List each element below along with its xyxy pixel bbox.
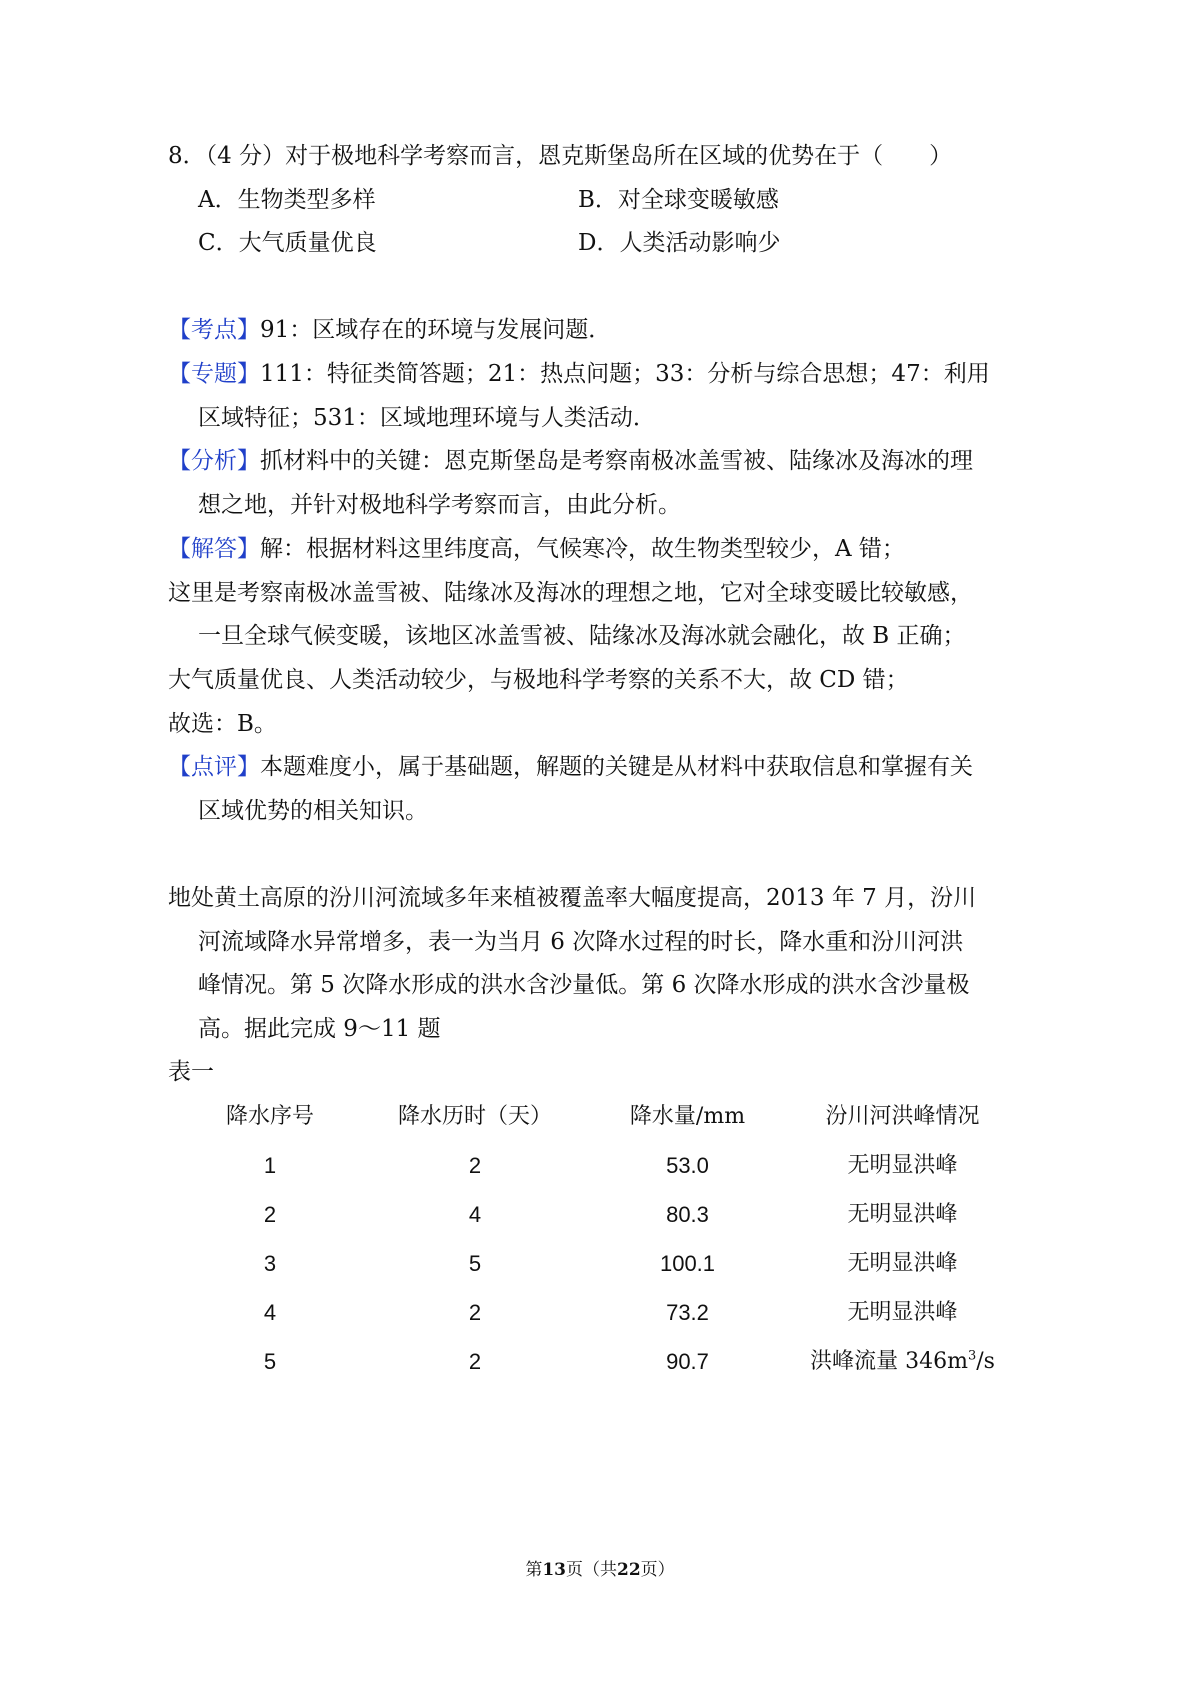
zhuanti-text-2: 区域特征；531：区域地理环境与人类活动．: [198, 405, 656, 431]
zhuanti-text-1: 111：特征类简答题；21：热点问题；33：分析与综合思想；47：利用: [260, 361, 990, 387]
jieda-text-1: 解：根据材料这里纬度高，气候寒冷，故生物类型较少，A 错；: [260, 536, 905, 562]
table-cell-no: 3: [263, 1251, 277, 1276]
table-cell-flood: 无明显洪峰: [847, 1202, 958, 1227]
fenxi-line: [168, 446, 973, 476]
footer-post: 页）: [640, 1560, 675, 1580]
table-cell-flood: 无明显洪峰: [847, 1300, 958, 1325]
flood-value-text: 洪峰流量 346m: [810, 1349, 968, 1374]
table-row: [0, 1151, 1200, 1181]
table-cell-days: 4: [468, 1202, 482, 1227]
material-line-3: 峰情况。第 5 次降水形成的洪水含沙量低。第 6 次降水形成的洪水含沙量极: [198, 972, 970, 998]
table-cell-days: 2: [468, 1153, 482, 1178]
table-header-cell: 降水量/mm: [629, 1104, 746, 1129]
table-header-cell: 降水历时（天）: [397, 1104, 552, 1129]
jieda-text-5: 故选：B。: [168, 711, 277, 737]
jieda-tag: 【解答】: [168, 536, 260, 562]
option-a: A．生物类型多样: [198, 187, 376, 213]
fenxi-text-1: 抓材料中的关键：恩克斯堡岛是考察南极冰盖雪被、陆缘冰及海冰的理: [260, 448, 973, 474]
footer-mid: 页（共: [566, 1560, 617, 1580]
material-line-4: 高。据此完成 9～11 题: [198, 1016, 441, 1042]
jieda-text-3: 一旦全球气候变暖，该地区冰盖雪被、陆缘冰及海冰就会融化，故 B 正确；: [198, 623, 966, 649]
table-header-cell: 汾川河洪峰情况: [825, 1104, 980, 1129]
kaodian-line: [168, 315, 611, 345]
table-cell-no: 2: [263, 1202, 277, 1227]
material-line-1: 地处黄土高原的汾川河流域多年来植被覆盖率大幅度提高，2013 年 7 月，汾川: [168, 885, 977, 911]
material-line-2: 河流域降水异常增多，表一为当月 6 次降水过程的时长，降水重和汾川河洪: [198, 929, 964, 955]
table-cell-flood: [790, 1347, 1015, 1377]
zhuanti-line: [168, 359, 990, 389]
dianping-text-2: 区域优势的相关知识。: [198, 798, 428, 824]
footer-total-pages: 22: [617, 1560, 641, 1580]
footer-page-number: 13: [542, 1560, 566, 1580]
table-cell-no: 1: [263, 1153, 277, 1178]
dianping-text-1: 本题难度小，属于基础题，解题的关键是从材料中获取信息和掌握有关: [260, 754, 973, 780]
option-c: C．大气质量优良: [198, 230, 377, 256]
table-cell-flood: 无明显洪峰: [847, 1153, 958, 1178]
fenxi-text-2: 想之地，并针对极地科学考察而言，由此分析。: [198, 492, 681, 518]
jieda-text-4: 大气质量优良、人类活动较少，与极地科学考察的关系不大，故 CD 错；: [168, 667, 909, 693]
table-cell-days: 2: [468, 1300, 482, 1325]
table-header-cell: 降水序号: [225, 1104, 314, 1129]
flood-unit-exponent: 3: [967, 1348, 977, 1364]
zhuanti-tag: 【专题】: [168, 361, 260, 387]
table-cell-days: 2: [468, 1349, 482, 1374]
table-cell-mm: 53.0: [666, 1153, 709, 1178]
fenxi-tag: 【分析】: [168, 448, 260, 474]
dianping-tag: 【点评】: [168, 754, 260, 780]
flood-unit-suffix: /s: [976, 1349, 995, 1374]
option-b: B．对全球变暖敏感: [578, 187, 779, 213]
table-cell-no: 5: [263, 1349, 277, 1374]
table-cell-mm: 90.7: [666, 1349, 709, 1374]
table-cell-flood: 无明显洪峰: [847, 1251, 958, 1276]
table-caption: 表一: [168, 1059, 214, 1085]
table-cell-days: 5: [468, 1251, 482, 1276]
footer-pre: 第: [525, 1560, 543, 1580]
table-header-row: [0, 1102, 1200, 1132]
jieda-text-2: 这里是考察南极冰盖雪被、陆缘冰及海冰的理想之地，它对全球变暖比较敏感，: [168, 580, 973, 606]
table-cell-no: 4: [263, 1300, 277, 1325]
table-cell-mm: 73.2: [666, 1300, 709, 1325]
dianping-line: [168, 752, 973, 782]
page-footer: [0, 1558, 1200, 1582]
table-row: [0, 1200, 1200, 1230]
option-d: D．人类活动影响少: [578, 230, 781, 256]
kaodian-tag: 【考点】: [168, 317, 260, 343]
table-row: [0, 1298, 1200, 1328]
table-row: [0, 1347, 1200, 1377]
table-row: [0, 1249, 1200, 1279]
question-stem: 8．（4 分）对于极地科学考察而言，恩克斯堡岛所在区域的优势在于（ ）: [168, 143, 953, 169]
table-cell-mm: 100.1: [659, 1251, 716, 1276]
jieda-line: [168, 534, 905, 564]
kaodian-text: 91：区域存在的环境与发展问题．: [260, 317, 612, 343]
table-cell-mm: 80.3: [666, 1202, 709, 1227]
